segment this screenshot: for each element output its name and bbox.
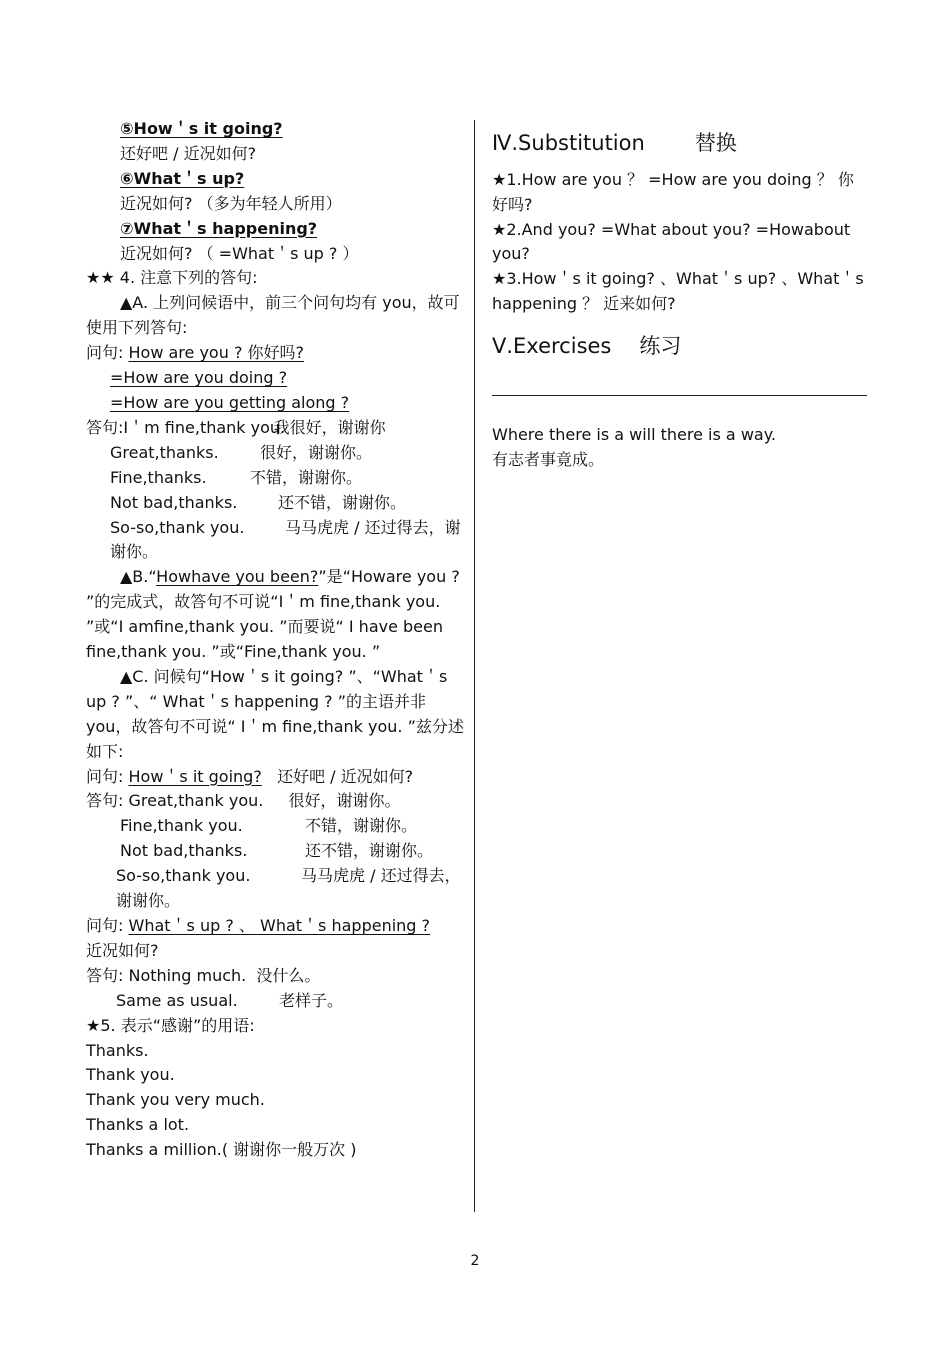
page-number: 2	[470, 1253, 480, 1269]
phrase-whats-up-cn: 近况如何? （多为年轻人所用）	[120, 193, 342, 213]
phrase-hows-it-going: ⑤How＇s it going?	[120, 119, 283, 138]
note-b: ▲B.“Howhave you been?”是“Howare you ? ”的完成式，故答句不可说“I＇m fine,thank you. ”或“I amfine,thank you. ”而要说“ I have been fine,thank you. ”或“Fine,thank you. ”	[86, 567, 460, 662]
phrase-whats-up: ⑥What＇s up?	[120, 168, 245, 188]
section-exercises-title: Ⅴ.Exercises 练习	[492, 333, 682, 358]
answer-row-2: Great,thanks. 很好，谢谢你。	[110, 442, 373, 462]
answer-c-row-4: So-so,thank you. 马马虎虎 / 还过得去，谢谢你。	[116, 866, 461, 911]
column-divider	[474, 120, 475, 1212]
answer-row-1: 答句:I＇m fine,thank you. 我很好，谢谢你	[86, 417, 386, 437]
phrase-whats-happening: ⑦What＇s happening?	[120, 218, 318, 238]
right-column	[492, 128, 867, 472]
question-line-5: 问句: What＇s up ? 、 What＇s happening ?	[86, 916, 431, 935]
answer-d-row-1: 答句: Nothing much. 没什么。	[86, 965, 321, 985]
answer-row-3: Fine,thanks. 不错，谢谢你。	[110, 467, 363, 487]
section-substitution-title: Ⅳ.Substitution 替换	[492, 131, 737, 155]
answer-c-row-3: Not bad,thanks. 还不错，谢谢你。	[120, 841, 434, 861]
thanks-2: Thank you.	[86, 1065, 175, 1085]
thanks-1: Thanks.	[86, 1040, 149, 1060]
substitution-1: ★1.How are you ？ =How are you doing ？ 你好吗?	[492, 170, 854, 214]
question-line-5-cn: 近况如何?	[86, 940, 159, 960]
question-line-1: 问句: How are you ? 你好吗?	[86, 343, 305, 363]
thanks-5: Thanks a million.( 谢谢你一般万次 )	[86, 1140, 357, 1160]
question-how-are-you: How are you ? 你好吗?	[128, 343, 305, 363]
answer-d-row-2: Same as usual. 老样子。	[116, 990, 344, 1010]
thanks-4: Thanks a lot.	[86, 1115, 190, 1135]
note-a: ▲A. 上列问候语中，前三个问句均有 you，故可使用下列答句:	[86, 293, 460, 338]
phrase-hows-it-going-cn: 还好吧 / 近况如何?	[120, 143, 257, 163]
question-line-3: =How are you getting along ?	[110, 392, 350, 412]
answer-row-5: So-so,thank you. 马马虎虎 / 还过得去，谢谢你。	[110, 517, 461, 562]
left-column	[86, 117, 466, 1163]
proverb-cn: 有志者事竟成。	[492, 449, 605, 469]
answer-c-row-1: 答句: Great,thank you. 很好，谢谢你。	[86, 791, 401, 811]
question-line-2: =How are you doing ?	[110, 368, 288, 388]
answer-row-4: Not bad,thanks. 还不错，谢谢你。	[110, 492, 407, 512]
answer-c-row-2: Fine,thank you. 不错，谢谢你。	[120, 816, 418, 836]
substitution-2: ★2.And you? =What about you? =Howabout you?	[492, 219, 851, 264]
note-c: ▲C. 问候句“How＇s it going? ”、“What＇s up ? ”、“ What＇s happening ? ”的主语并非 you，故答句不可说“ I＇m fine,thank you. ”兹分述如下:	[86, 666, 464, 761]
proverb-en: Where there is a will there is a way.	[492, 424, 776, 444]
question-line-4: 问句: How＇s it going? 还好吧 / 近况如何?	[86, 766, 414, 786]
section-5-heading: ★5. 表示“感谢”的用语:	[86, 1015, 255, 1035]
thanks-3: Thank you very much.	[86, 1090, 265, 1110]
phrase-whats-happening-cn: 近况如何? （ =What＇s up ? ）	[120, 243, 359, 263]
substitution-3: ★3.How＇s it going? 、What＇s up? 、What＇s happening ？ 近来如何?	[492, 269, 864, 313]
section-4-heading: ★★ 4. 注意下列的答句:	[86, 268, 258, 288]
